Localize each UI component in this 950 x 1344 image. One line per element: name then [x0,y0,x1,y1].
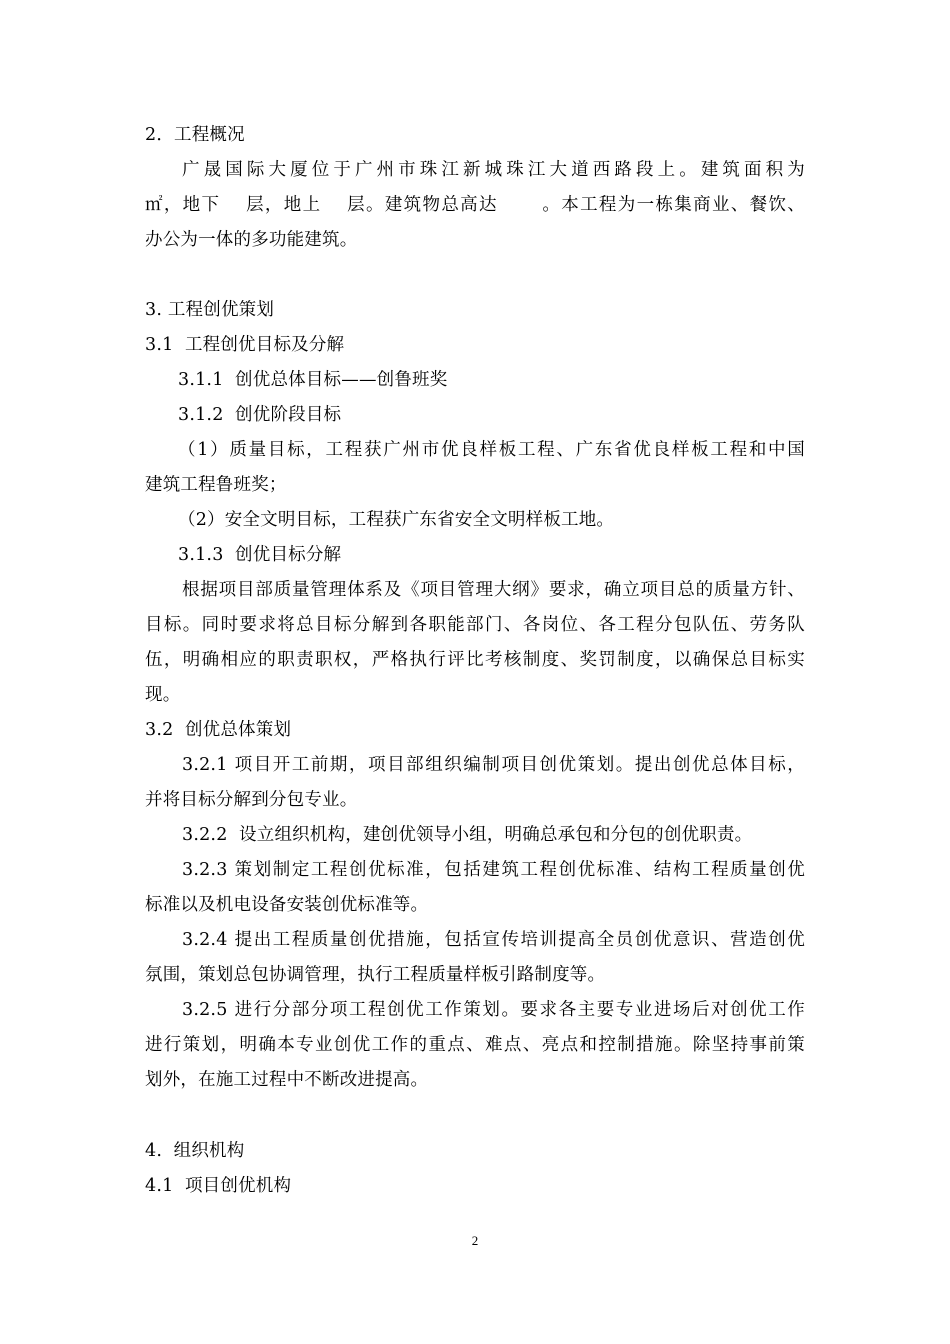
paragraph-line: 进行策划，明确本专业创优工作的重点、难点、亮点和控制措施。除坚持事前策 [145,1035,805,1055]
paragraph-line: 广晟国际大厦位于广州市珠江新城珠江大道西路段上。建筑面积为 [182,160,805,180]
paragraph-line: ㎡，地下 层，地上 层。建筑物总高达 。本工程为一栋集商业、餐饮、 [145,195,805,215]
section-3-2-5: 3.2.5 进行分部分项工程创优工作策划。要求各主要专业进场后对创优工作 [182,1000,805,1020]
section-3-2-2: 3.2.2 设立组织机构，建创优领导小组，明确总承包和分包的创优职责。 [182,825,753,845]
paragraph-line: 标准以及机电设备安装创优标准等。 [145,895,429,915]
section-3-1-1: 3.1.1 创优总体目标——创鲁班奖 [178,370,448,390]
paragraph-line: 伍，明确相应的职责职权，严格执行评比考核制度、奖罚制度，以确保总目标实 [145,650,805,670]
section-3-1-2: 3.1.2 创优阶段目标 [178,405,342,425]
paragraph-line: 目标。同时要求将总目标分解到各职能部门、各岗位、各工程分包队伍、劳务队 [145,615,805,635]
paragraph-line: 根据项目部质量管理体系及《项目管理大纲》要求，确立项目总的质量方针、 [182,580,805,600]
section-3-2-1: 3.2.1 项目开工前期，项目部组织编制项目创优策划。提出创优总体目标， [182,755,805,775]
section-3-heading: 3. 工程创优策划 [145,300,275,320]
paragraph-line: 划外，在施工过程中不断改进提高。 [145,1070,429,1090]
page-number: 2 [471,1233,479,1248]
section-3-2-4: 3.2.4 提出工程质量创优措施，包括宣传培训提高全员创优意识、营造创优 [182,930,805,950]
section-4-heading: 4. 组织机构 [145,1141,245,1161]
section-4-1-heading: 4.1 项目创优机构 [145,1176,292,1196]
list-item-1: （1）质量目标，工程获广州市优良样板工程、广东省优良样板工程和中国 [178,440,805,460]
list-item-2: （2）安全文明目标，工程获广东省安全文明样板工地。 [178,510,615,530]
paragraph-line: 现。 [145,685,181,705]
paragraph-line: 氛围，策划总包协调管理，执行工程质量样板引路制度等。 [145,965,606,985]
section-2-heading: 2．工程概况 [145,125,245,145]
paragraph-line: 并将目标分解到分包专业。 [145,790,358,810]
paragraph-line: 办公为一体的多功能建筑。 [145,230,358,250]
list-item-1-cont: 建筑工程鲁班奖； [145,475,287,495]
section-3-2-heading: 3.2 创优总体策划 [145,720,292,740]
section-3-2-3: 3.2.3 策划制定工程创优标准，包括建筑工程创优标准、结构工程质量创优 [182,860,805,880]
section-3-1-heading: 3.1 工程创优目标及分解 [145,335,345,355]
section-3-1-3: 3.1.3 创优目标分解 [178,545,342,565]
